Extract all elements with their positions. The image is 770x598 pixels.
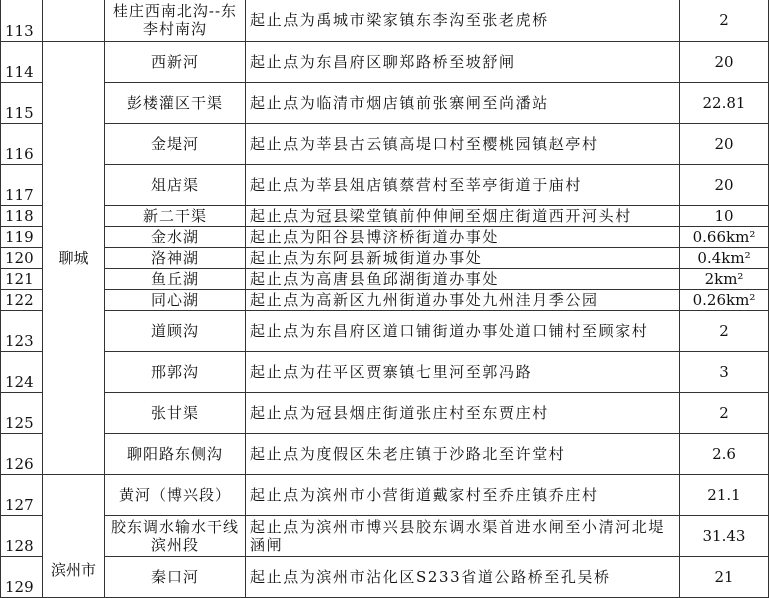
table-row	[1, 557, 769, 598]
length-value: 21	[680, 557, 769, 598]
start-end-description: 起止点为滨州市博兴县胶东调水渠首进水闸至小清河北堤涵闸	[246, 516, 680, 557]
row-number: 128	[1, 516, 43, 557]
river-name: 聊阳路东侧沟	[105, 434, 246, 475]
start-end-description: 起止点为禹城市梁家镇东李沟至张老虎桥	[246, 0, 680, 42]
start-end-description: 起止点为莘县古云镇高堤口村至樱桃园镇赵亭村	[246, 124, 680, 165]
length-value: 2km²	[680, 269, 769, 290]
row-number: 113	[1, 0, 43, 42]
start-end-description: 起止点为东昌府区聊郑路桥至坡舒闸	[246, 42, 680, 83]
table-row	[1, 248, 769, 269]
river-name: 彭楼灌区干渠	[105, 83, 246, 124]
row-number: 120	[1, 248, 43, 269]
table-row	[1, 393, 769, 434]
row-number: 117	[1, 165, 43, 206]
row-number: 124	[1, 352, 43, 393]
start-end-description: 起止点为东昌府区道口铺街道办事处道口铺村至顾家村	[246, 311, 680, 352]
table-row	[1, 83, 769, 124]
row-number: 116	[1, 124, 43, 165]
length-value: 0.66km²	[680, 227, 769, 248]
river-name: 邢郭沟	[105, 352, 246, 393]
table-row	[1, 206, 769, 227]
length-value: 3	[680, 352, 769, 393]
river-name: 俎店渠	[105, 165, 246, 206]
river-name: 新二干渠	[105, 206, 246, 227]
length-value: 2.6	[680, 434, 769, 475]
row-number: 114	[1, 42, 43, 83]
start-end-description: 起止点为冠县烟庄街道张庄村至东贾庄村	[246, 393, 680, 434]
start-end-description: 起止点为滨州市沾化区S233省道公路桥至孔吴桥	[246, 557, 680, 598]
length-value: 0.4km²	[680, 248, 769, 269]
start-end-description: 起止点为莘县俎店镇蔡营村至莘亭街道于庙村	[246, 165, 680, 206]
start-end-description: 起止点为滨州市小营街道戴家村至乔庄镇乔庄村	[246, 475, 680, 516]
table-row	[1, 290, 769, 311]
row-number: 125	[1, 393, 43, 434]
row-number: 126	[1, 434, 43, 475]
row-number: 127	[1, 475, 43, 516]
table-row	[1, 165, 769, 206]
table-row	[1, 124, 769, 165]
table-row	[1, 434, 769, 475]
length-value: 2	[680, 393, 769, 434]
row-number: 119	[1, 227, 43, 248]
river-name: 洛神湖	[105, 248, 246, 269]
row-number: 122	[1, 290, 43, 311]
table-row	[1, 227, 769, 248]
start-end-description: 起止点为高唐县鱼邱湖街道办事处	[246, 269, 680, 290]
length-value: 31.43	[680, 516, 769, 557]
table-row	[1, 269, 769, 290]
river-name: 西新河	[105, 42, 246, 83]
length-value: 20	[680, 124, 769, 165]
row-number: 123	[1, 311, 43, 352]
city-cell	[43, 0, 105, 42]
start-end-description: 起止点为度假区朱老庄镇于沙路北至许堂村	[246, 434, 680, 475]
table-row	[1, 0, 769, 42]
start-end-description: 起止点为阳谷县博济桥街道办事处	[246, 227, 680, 248]
start-end-description: 起止点为冠县梁堂镇前仲伸闸至烟庄街道西开河头村	[246, 206, 680, 227]
start-end-description: 起止点为东阿县新城街道办事处	[246, 248, 680, 269]
row-number: 115	[1, 83, 43, 124]
start-end-description: 起止点为茌平区贾寨镇七里河至郭冯路	[246, 352, 680, 393]
river-name: 鱼丘湖	[105, 269, 246, 290]
river-name: 桂庄西南北沟--东李村南沟	[105, 0, 246, 42]
row-number: 118	[1, 206, 43, 227]
length-value: 10	[680, 206, 769, 227]
city-cell: 聊城	[43, 42, 105, 475]
river-name: 张甘渠	[105, 393, 246, 434]
start-end-description: 起止点为高新区九州街道办事处九州洼月季公园	[246, 290, 680, 311]
length-value: 20	[680, 165, 769, 206]
length-value: 22.81	[680, 83, 769, 124]
row-number: 129	[1, 557, 43, 598]
table-row	[1, 42, 769, 83]
length-value: 2	[680, 311, 769, 352]
city-cell: 滨州市	[43, 475, 105, 598]
river-name: 金堤河	[105, 124, 246, 165]
river-name: 黄河（博兴段）	[105, 475, 246, 516]
length-value: 21.1	[680, 475, 769, 516]
length-value: 20	[680, 42, 769, 83]
row-number: 121	[1, 269, 43, 290]
river-name: 道顾沟	[105, 311, 246, 352]
table-row	[1, 311, 769, 352]
length-value: 2	[680, 0, 769, 42]
table-row	[1, 475, 769, 516]
start-end-description: 起止点为临清市烟店镇前张寨闸至尚潘站	[246, 83, 680, 124]
river-name: 秦口河	[105, 557, 246, 598]
table-row	[1, 516, 769, 557]
length-value: 0.26km²	[680, 290, 769, 311]
river-name: 同心湖	[105, 290, 246, 311]
table-row	[1, 352, 769, 393]
river-name: 胶东调水输水干线滨州段	[105, 516, 246, 557]
river-name: 金水湖	[105, 227, 246, 248]
